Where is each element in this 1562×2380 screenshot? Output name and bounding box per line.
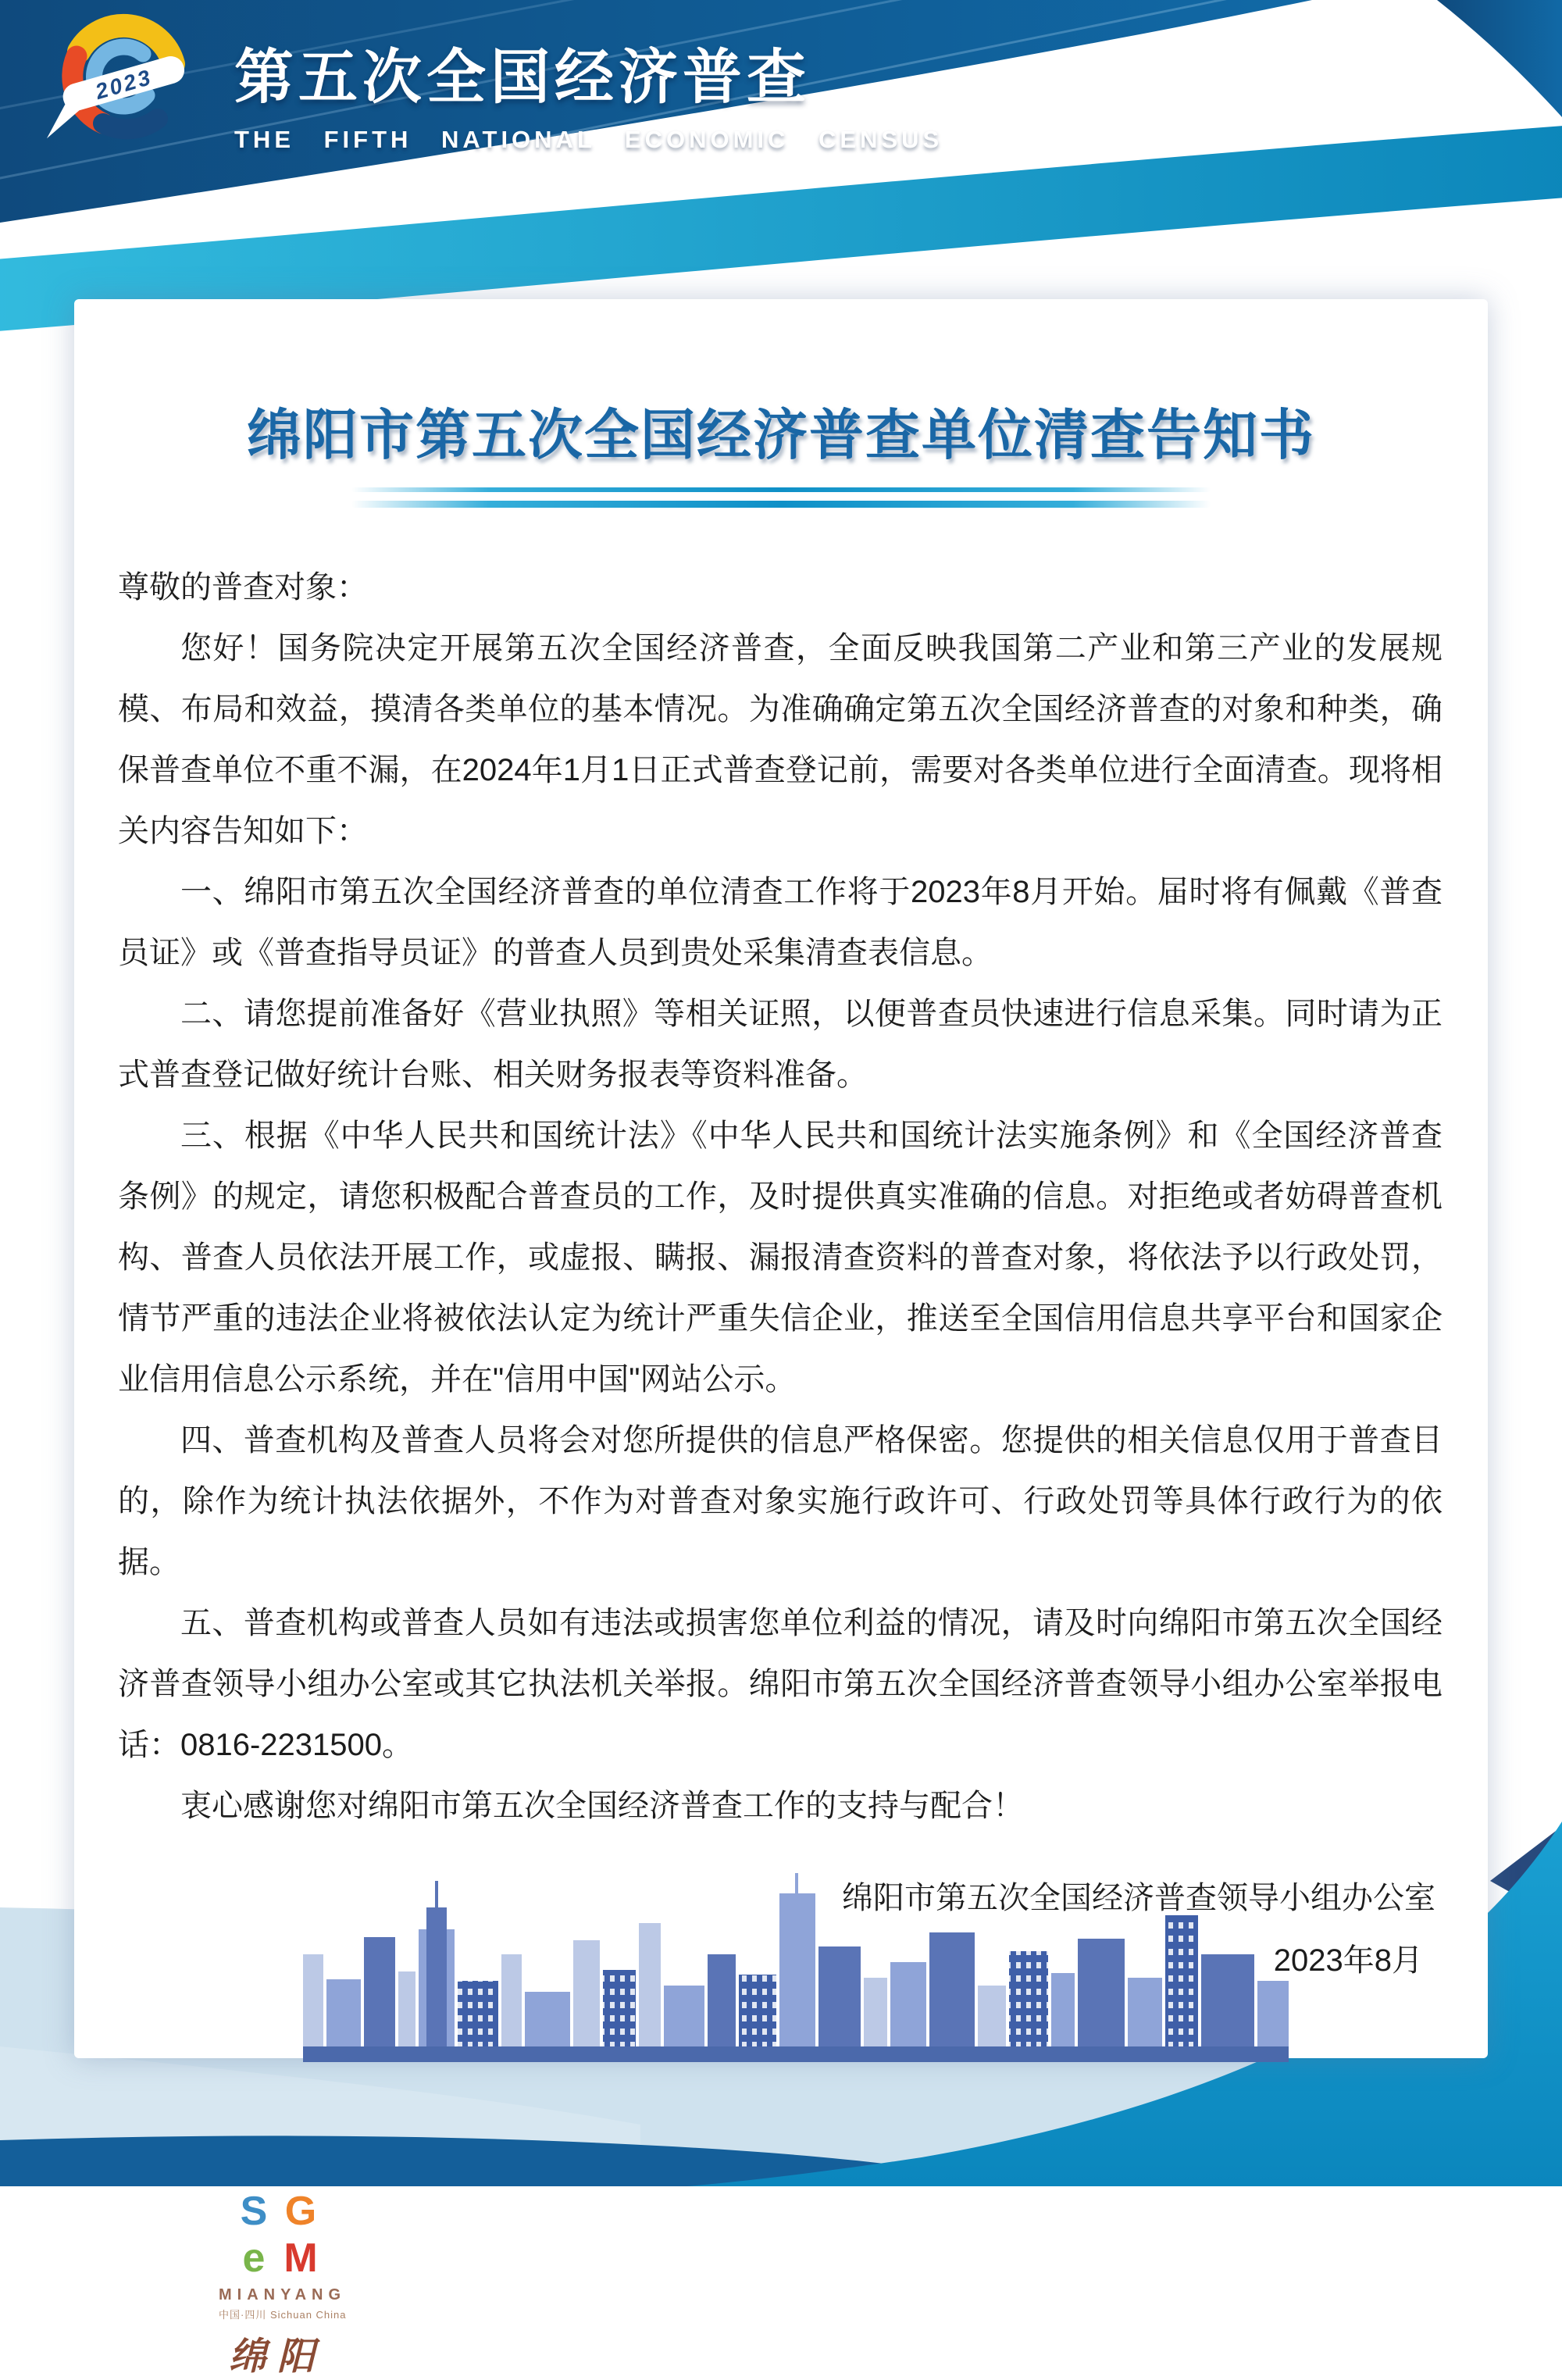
header-titles bbox=[234, 30, 1093, 154]
header-title-cn: 第五次全国经济普查 bbox=[234, 45, 811, 111]
logo-tile-m-icon: M bbox=[284, 2235, 318, 2281]
paragraph: 衷心感谢您对绵阳市第五次全国经济普查工作的支持与配合！ bbox=[180, 1789, 1024, 1823]
mianyang-logo bbox=[219, 2189, 347, 2380]
skyline-illustration bbox=[303, 1879, 1289, 2067]
mianyang-name-en: MIANYANG bbox=[219, 2286, 347, 2303]
signature: 绵阳市第五次全国经济普查领导小组办公室 bbox=[842, 1881, 1435, 1915]
paragraph: 一、绵阳市第五次全国经济普查的单位清查工作将于2023年8月开始。届时将有佩戴《普查员证》或《普查指导员证》的普查人员到贵处采集清查表信息。 bbox=[118, 875, 1443, 970]
paragraph: 四、普查机构及普查人员将会对您所提供的信息严格保密。您提供的相关信息仅用于普查目的，除作为统计执法依据外，不作为对普查对象实施行政许可、行政处罚等具体行政行为的依据。 bbox=[118, 1423, 1443, 1579]
header-title-en: THE FIFTH NATIONAL ECONOMIC CENSUS bbox=[234, 126, 943, 153]
title-divider-bottom bbox=[351, 501, 1211, 508]
paragraph: 三、根据《中华人民共和国统计法》《中华人民共和国统计法实施条例》和《全国经济普查条例》的规定，请您积极配合普查员的工作，及时提供真实准确的信息。对拒绝或者妨碍普查机构、普查人员依法开展工作，或虚报、瞒报、漏报清查资料的普查对象，将依法予以行政处罚，情节严重的违法企业将被依法认定为统计严重失信企业，推送至全国信用信息共享平台和国家企业信用信息公示系统，并在"信用中国"网站公示。 bbox=[118, 1119, 1443, 1397]
paragraph: 五、普查机构或普查人员如有违法或损害您单位利益的情况，请及时向绵阳市第五次全国经济普查领导小组办公室或其它执法机关举报。绵阳市第五次全国经济普查领导小组办公室举报电话：0816-2231500。 bbox=[118, 1606, 1443, 1762]
mianyang-region: 中国·四川 Sichuan China bbox=[219, 2309, 347, 2321]
salutation: 尊敬的普查对象： bbox=[118, 570, 368, 605]
paragraph: 二、请您提前准备好《营业执照》等相关证照，以便普查员快速进行信息采集。同时请为正式普查登记做好统计台账、相关财务报表等资料准备。 bbox=[118, 997, 1443, 1092]
notice-title: 绵阳市第五次全国经济普查单位清查告知书 bbox=[247, 405, 1315, 466]
logo-tile-e-icon: e bbox=[242, 2235, 266, 2281]
mianyang-name-cn: 绵阳 bbox=[228, 2336, 326, 2378]
notice-card bbox=[74, 299, 1488, 2378]
logo-blue-arc bbox=[103, 119, 158, 129]
logo-tile-s-icon: S bbox=[240, 2189, 268, 2234]
header-corner-piece bbox=[1437, 0, 1562, 117]
logo-year-text: 2023 bbox=[92, 64, 155, 104]
logo-tile-g-icon: G bbox=[284, 2189, 317, 2234]
date: 2023年8月 bbox=[1273, 1943, 1423, 1978]
skyline-buildings bbox=[303, 1873, 1289, 2062]
title-divider-top bbox=[351, 487, 1211, 492]
paragraph: 您好！国务院决定开展第五次全国经济普查，全面反映我国第二产业和第三产业的发展规模、布局和效益，摸清各类单位的基本情况。为准确确定第五次全国经济普查的对象和种类，确保普查单位不重不漏，在2024年1月1日正式普查登记前，需要对各类单位进行全面清查。现将相关内容告知如下： bbox=[118, 631, 1443, 848]
body-paragraphs bbox=[118, 618, 1443, 1836]
skyline-base bbox=[303, 2046, 1289, 2062]
mianyang-logo-tiles bbox=[219, 2189, 336, 2280]
census-logo bbox=[53, 6, 201, 159]
notice-body bbox=[118, 557, 1443, 1836]
